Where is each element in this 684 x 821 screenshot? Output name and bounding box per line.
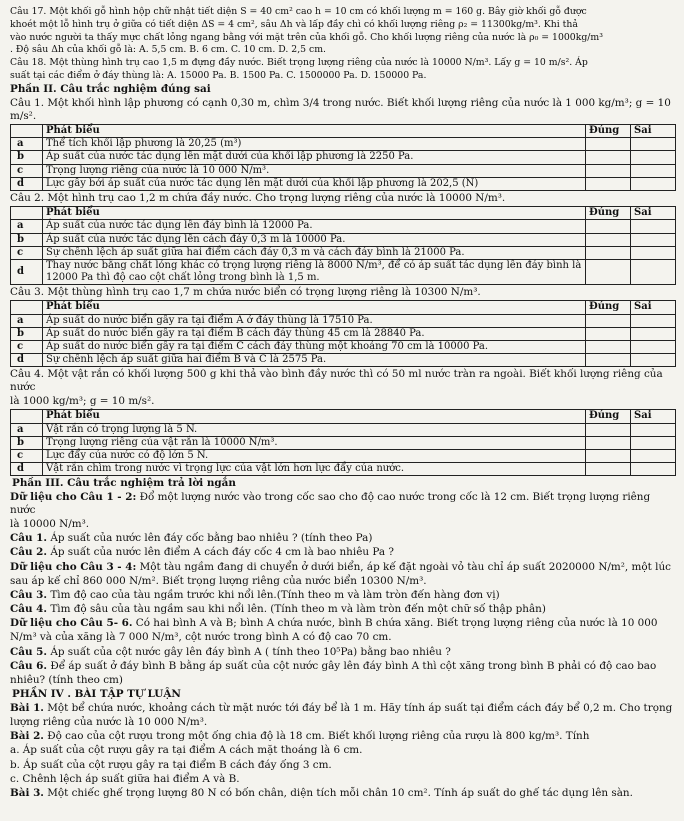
q4-intro: Câu 4. Một vật rắn có khối lượng 500 g khi thả vào bình đầy nước thì có 50 ml nước tràn ra ngoài. Biết khối lượng riêng của nước xyxy=(10,368,663,394)
part4-body xyxy=(10,702,676,800)
answer-cell-true[interactable] xyxy=(586,450,631,463)
table-row: b Trọng lượng riêng của vật rắn là 10000 N/m³. xyxy=(11,436,676,449)
text-line: Bài 3. Một chiếc ghế trọng lượng 80 N có bốn chân, diện tích mỗi chân 10 cm². Tính áp suất do ghế tác dụng lên sàn. xyxy=(10,787,633,800)
table-row: d Lực gây bởi áp suất của nước tác dụng lên mặt dưới của khối lập phương là 202,5 (N) xyxy=(11,177,676,190)
answer-cell-true[interactable] xyxy=(586,177,631,190)
text-line: Dữ liệu cho Câu 5- 6. Có hai bình A và B; bình A chứa nước, bình B chứa xăng. Biết trọng lượng riêng của nước là 10 000 xyxy=(10,617,658,630)
text-line: Câu 6. Để áp suất ở đáy bình B bằng áp suất của cột nước gây lên đáy bình A thì cột xăng trong bình B phải có độ cao bao xyxy=(10,659,657,672)
answer-cell-true[interactable] xyxy=(586,436,631,449)
text-line: Câu 1. Áp suất của nước lên đáy cốc bằng bao nhiêu ? (tính theo Pa) xyxy=(10,532,373,545)
answer-cell-false[interactable] xyxy=(631,450,676,463)
text-line: Câu 2. Áp suất của nước lên điểm A cách đáy cốc 4 cm là bao nhiêu Pa ? xyxy=(10,546,394,559)
table-row: c Trọng lượng riêng của nước là 10 000 N/m³. xyxy=(11,164,676,177)
q3-table xyxy=(10,300,676,367)
text-line: Bài 1. Một bể chứa nước, khoảng cách từ mặt nước tới đáy bể là 1 m. Hãy tính áp suất tại điểm cách đáy bể 0,2 m. Cho trọng xyxy=(10,701,673,714)
table-row: b Áp suất của nước tác dụng lên mặt dưới của khối lập phương là 2250 Pa. xyxy=(11,151,676,164)
answer-cell-true[interactable] xyxy=(586,259,631,284)
answer-cell-false[interactable] xyxy=(631,341,676,354)
answer-cell-true[interactable] xyxy=(586,233,631,246)
header-blank xyxy=(11,410,43,423)
part2-heading: Phần II. Câu trắc nghiệm đúng sai xyxy=(10,82,211,95)
text-line: Dữ liệu cho Câu 1 - 2: Đổ một lượng nước vào trong cốc sao cho độ cao nước trong cốc là 12 cm. Biết trọng lượng riêng nước xyxy=(10,491,651,516)
answer-cell-true[interactable] xyxy=(586,327,631,340)
table-row: a Áp suất của nước tác dụng lên đáy bình là 12000 Pa. xyxy=(11,220,676,233)
answer-cell-true[interactable] xyxy=(586,463,631,476)
text-line: nhiêu? (tính theo cm) xyxy=(10,674,123,687)
header-blank xyxy=(11,301,43,314)
header-statement: Phát biểu xyxy=(43,410,586,423)
text-line: a. Áp suất của cột rượu gây ra tại điểm A cách mặt thoáng là 6 cm. xyxy=(10,744,363,757)
q1-table xyxy=(10,124,676,191)
answer-cell-false[interactable] xyxy=(631,327,676,340)
text-line: Câu 3. Tìm độ cao của tàu ngầm trước khi nổi lên.(Tính theo m và làm tròn đến hàng đơn vị) xyxy=(10,588,500,601)
answer-cell-false[interactable] xyxy=(631,314,676,327)
header-true: Đúng xyxy=(586,410,631,423)
text-line: khoét một lỗ hình trụ ở giữa có tiết diện ΔS = 4 cm², sâu Δh và lấp đầy chì có khối lượng riêng ρ₂ = 11300kg/m³. Khi thả xyxy=(10,18,578,30)
answer-cell-true[interactable] xyxy=(586,138,631,151)
table-row: c Sự chênh lệch áp suất giữa hai điểm cách đáy 0,3 m và cách đáy bình là 21000 Pa. xyxy=(11,246,676,259)
answer-cell-false[interactable] xyxy=(631,233,676,246)
answer-cell-true[interactable] xyxy=(586,423,631,436)
table-row: c Áp suất do nước biển gây ra tại điểm C cách đáy thùng một khoảng 70 cm là 10000 Pa. xyxy=(11,341,676,354)
header-false: Sai xyxy=(631,207,676,220)
text-line: Dữ liệu cho Câu 3 - 4: Một tàu ngầm đang di chuyển ở dưới biển, áp kế đặt ngoài vỏ tàu chỉ áp suất 2020000 N/m², một lúc xyxy=(10,560,671,573)
answer-cell-true[interactable] xyxy=(586,164,631,177)
header-false: Sai xyxy=(631,301,676,314)
text-line: c. Chênh lệch áp suất giữa hai điểm A và B. xyxy=(10,772,240,785)
part4-heading: PHẦN IV . BÀI TẬP TỰ LUẬN xyxy=(12,688,181,701)
header-false: Sai xyxy=(631,410,676,423)
header-statement: Phát biểu xyxy=(43,301,586,314)
answer-cell-false[interactable] xyxy=(631,220,676,233)
table-row: d Sự chênh lệch áp suất giữa hai điểm B và C là 2575 Pa. xyxy=(11,354,676,367)
header-false: Sai xyxy=(631,125,676,138)
answer-cell-false[interactable] xyxy=(631,138,676,151)
table-row: d Vật rắn chìm trong nước vì trọng lực của vật lớn hơn lực đẩy của nước. xyxy=(11,463,676,476)
header-blank xyxy=(11,207,43,220)
answer-cell-false[interactable] xyxy=(631,423,676,436)
table-row: c Lực đẩy của nước có độ lớn 5 N. xyxy=(11,450,676,463)
text-line: suất tại các điểm ở đáy thùng là: A. 15000 Pa. B. 1500 Pa. C. 1500000 Pa. D. 150000 Pa. xyxy=(10,70,427,82)
text-line: b. Áp suất của cột rượu gây ra tại điểm B cách đáy ống 3 cm. xyxy=(10,758,332,771)
table-row: d Thay nước bằng chất lỏng khác có trọng lượng riêng là 8000 N/m³, để có áp suất tác dụng lên đáy bình là 12000 Pa thì độ cao cột chất lỏng trong bình là 1,5 m. xyxy=(11,259,676,284)
table-row: b Áp suất do nước biển gây ra tại điểm B cách đáy thùng 45 cm là 28840 Pa. xyxy=(11,327,676,340)
header-true: Đúng xyxy=(586,125,631,138)
answer-cell-false[interactable] xyxy=(631,151,676,164)
text-line: Câu 4. Tìm độ sâu của tàu ngầm sau khi nổi lên. (Tính theo m và làm tròn đến một chữ số thập phân) xyxy=(10,603,546,616)
q2-table xyxy=(10,206,676,285)
part3-heading: Phần III. Câu trắc nghiệm trả lời ngắn xyxy=(12,477,236,490)
q3-intro: Câu 3. Một thùng hình trụ cao 1,7 m chứa nước biển có trọng lượng riêng là 10300 N/m³. xyxy=(10,286,481,299)
answer-cell-true[interactable] xyxy=(586,341,631,354)
answer-cell-true[interactable] xyxy=(586,246,631,259)
part2-preamble xyxy=(10,6,676,81)
q2-intro: Câu 2. Một hình trụ cao 1,2 m chứa đầy nước. Cho trọng lượng riêng của nước là 10000 N/m³. xyxy=(10,191,506,204)
text-line: N/m³ và của xăng là 7 000 N/m³, cột nước trong bình A có độ cao 70 cm. xyxy=(10,631,392,644)
q4-intro-cont: là 1000 kg/m³; g = 10 m/s². xyxy=(10,395,155,408)
text-line: sau áp kế chỉ 860 000 N/m². Biết trọng lượng riêng của nước biển 10300 N/m³. xyxy=(10,574,427,587)
answer-cell-false[interactable] xyxy=(631,164,676,177)
answer-cell-false[interactable] xyxy=(631,463,676,476)
header-statement: Phát biểu xyxy=(43,125,586,138)
answer-cell-false[interactable] xyxy=(631,246,676,259)
text-line: Bài 2. Độ cao của cột rượu trong một ống chia độ là 18 cm. Biết khối lượng riêng của rượu là 800 kg/m³. Tính xyxy=(10,730,590,743)
header-blank xyxy=(11,125,43,138)
q4-table xyxy=(10,409,676,476)
q1-intro: Câu 1. Một khối hình lập phương có cạnh 0,30 m, chìm 3/4 trong nước. Biết khối lượng riêng của nước là 1 000 kg/m³; g = 10 m/s². xyxy=(10,97,671,122)
text-line: Câu 17. Một khối gỗ hình hộp chữ nhật tiết diện S = 40 cm² cao h = 10 cm có khối lượng m = 160 g. Bây giờ khối gỗ được xyxy=(10,6,587,17)
answer-cell-true[interactable] xyxy=(586,314,631,327)
text-line: là 10000 N/m³. xyxy=(10,517,90,530)
text-line: Câu 18. Một thùng hình trụ cao 1,5 m đựng đầy nước. Biết trọng lượng riêng của nước là 10000 N/m³. Lấy g = 10 m/s². Áp xyxy=(10,57,588,69)
table-row: a Vật rắn có trọng lượng là 5 N. xyxy=(11,423,676,436)
answer-cell-true[interactable] xyxy=(586,220,631,233)
header-true: Đúng xyxy=(586,301,631,314)
answer-cell-false[interactable] xyxy=(631,259,676,284)
text-line: lượng riêng của nước là 10 000 N/m³. xyxy=(10,716,208,729)
answer-cell-true[interactable] xyxy=(586,354,631,367)
text-line: Câu 5. Áp suất của cột nước gây lên đáy bình A ( tính theo 10⁵Pa) bằng bao nhiêu ? xyxy=(10,645,451,658)
part3-body xyxy=(10,491,676,687)
answer-cell-false[interactable] xyxy=(631,177,676,190)
answer-cell-true[interactable] xyxy=(586,151,631,164)
table-row: a Áp suất do nước biển gây ra tại điểm A ở đáy thùng là 17510 Pa. xyxy=(11,314,676,327)
table-row: a Thể tích khối lập phương là 20,25 (m³) xyxy=(11,138,676,151)
header-statement: Phát biểu xyxy=(43,207,586,220)
text-line: vào nước người ta thấy mực chất lỏng ngang bằng với mặt trên của khối gỗ. Cho khối lượng riêng của nước là ρ₀ = 1000kg/m³ xyxy=(10,31,603,43)
answer-cell-false[interactable] xyxy=(631,354,676,367)
text-line: . Độ sâu Δh của khối gỗ là: A. 5,5 cm. B. 6 cm. C. 10 cm. D. 2,5 cm. xyxy=(10,44,327,56)
header-true: Đúng xyxy=(586,207,631,220)
answer-cell-false[interactable] xyxy=(631,436,676,449)
table-row: b Áp suất của nước tác dụng lên cách đáy 0,3 m là 10000 Pa. xyxy=(11,233,676,246)
